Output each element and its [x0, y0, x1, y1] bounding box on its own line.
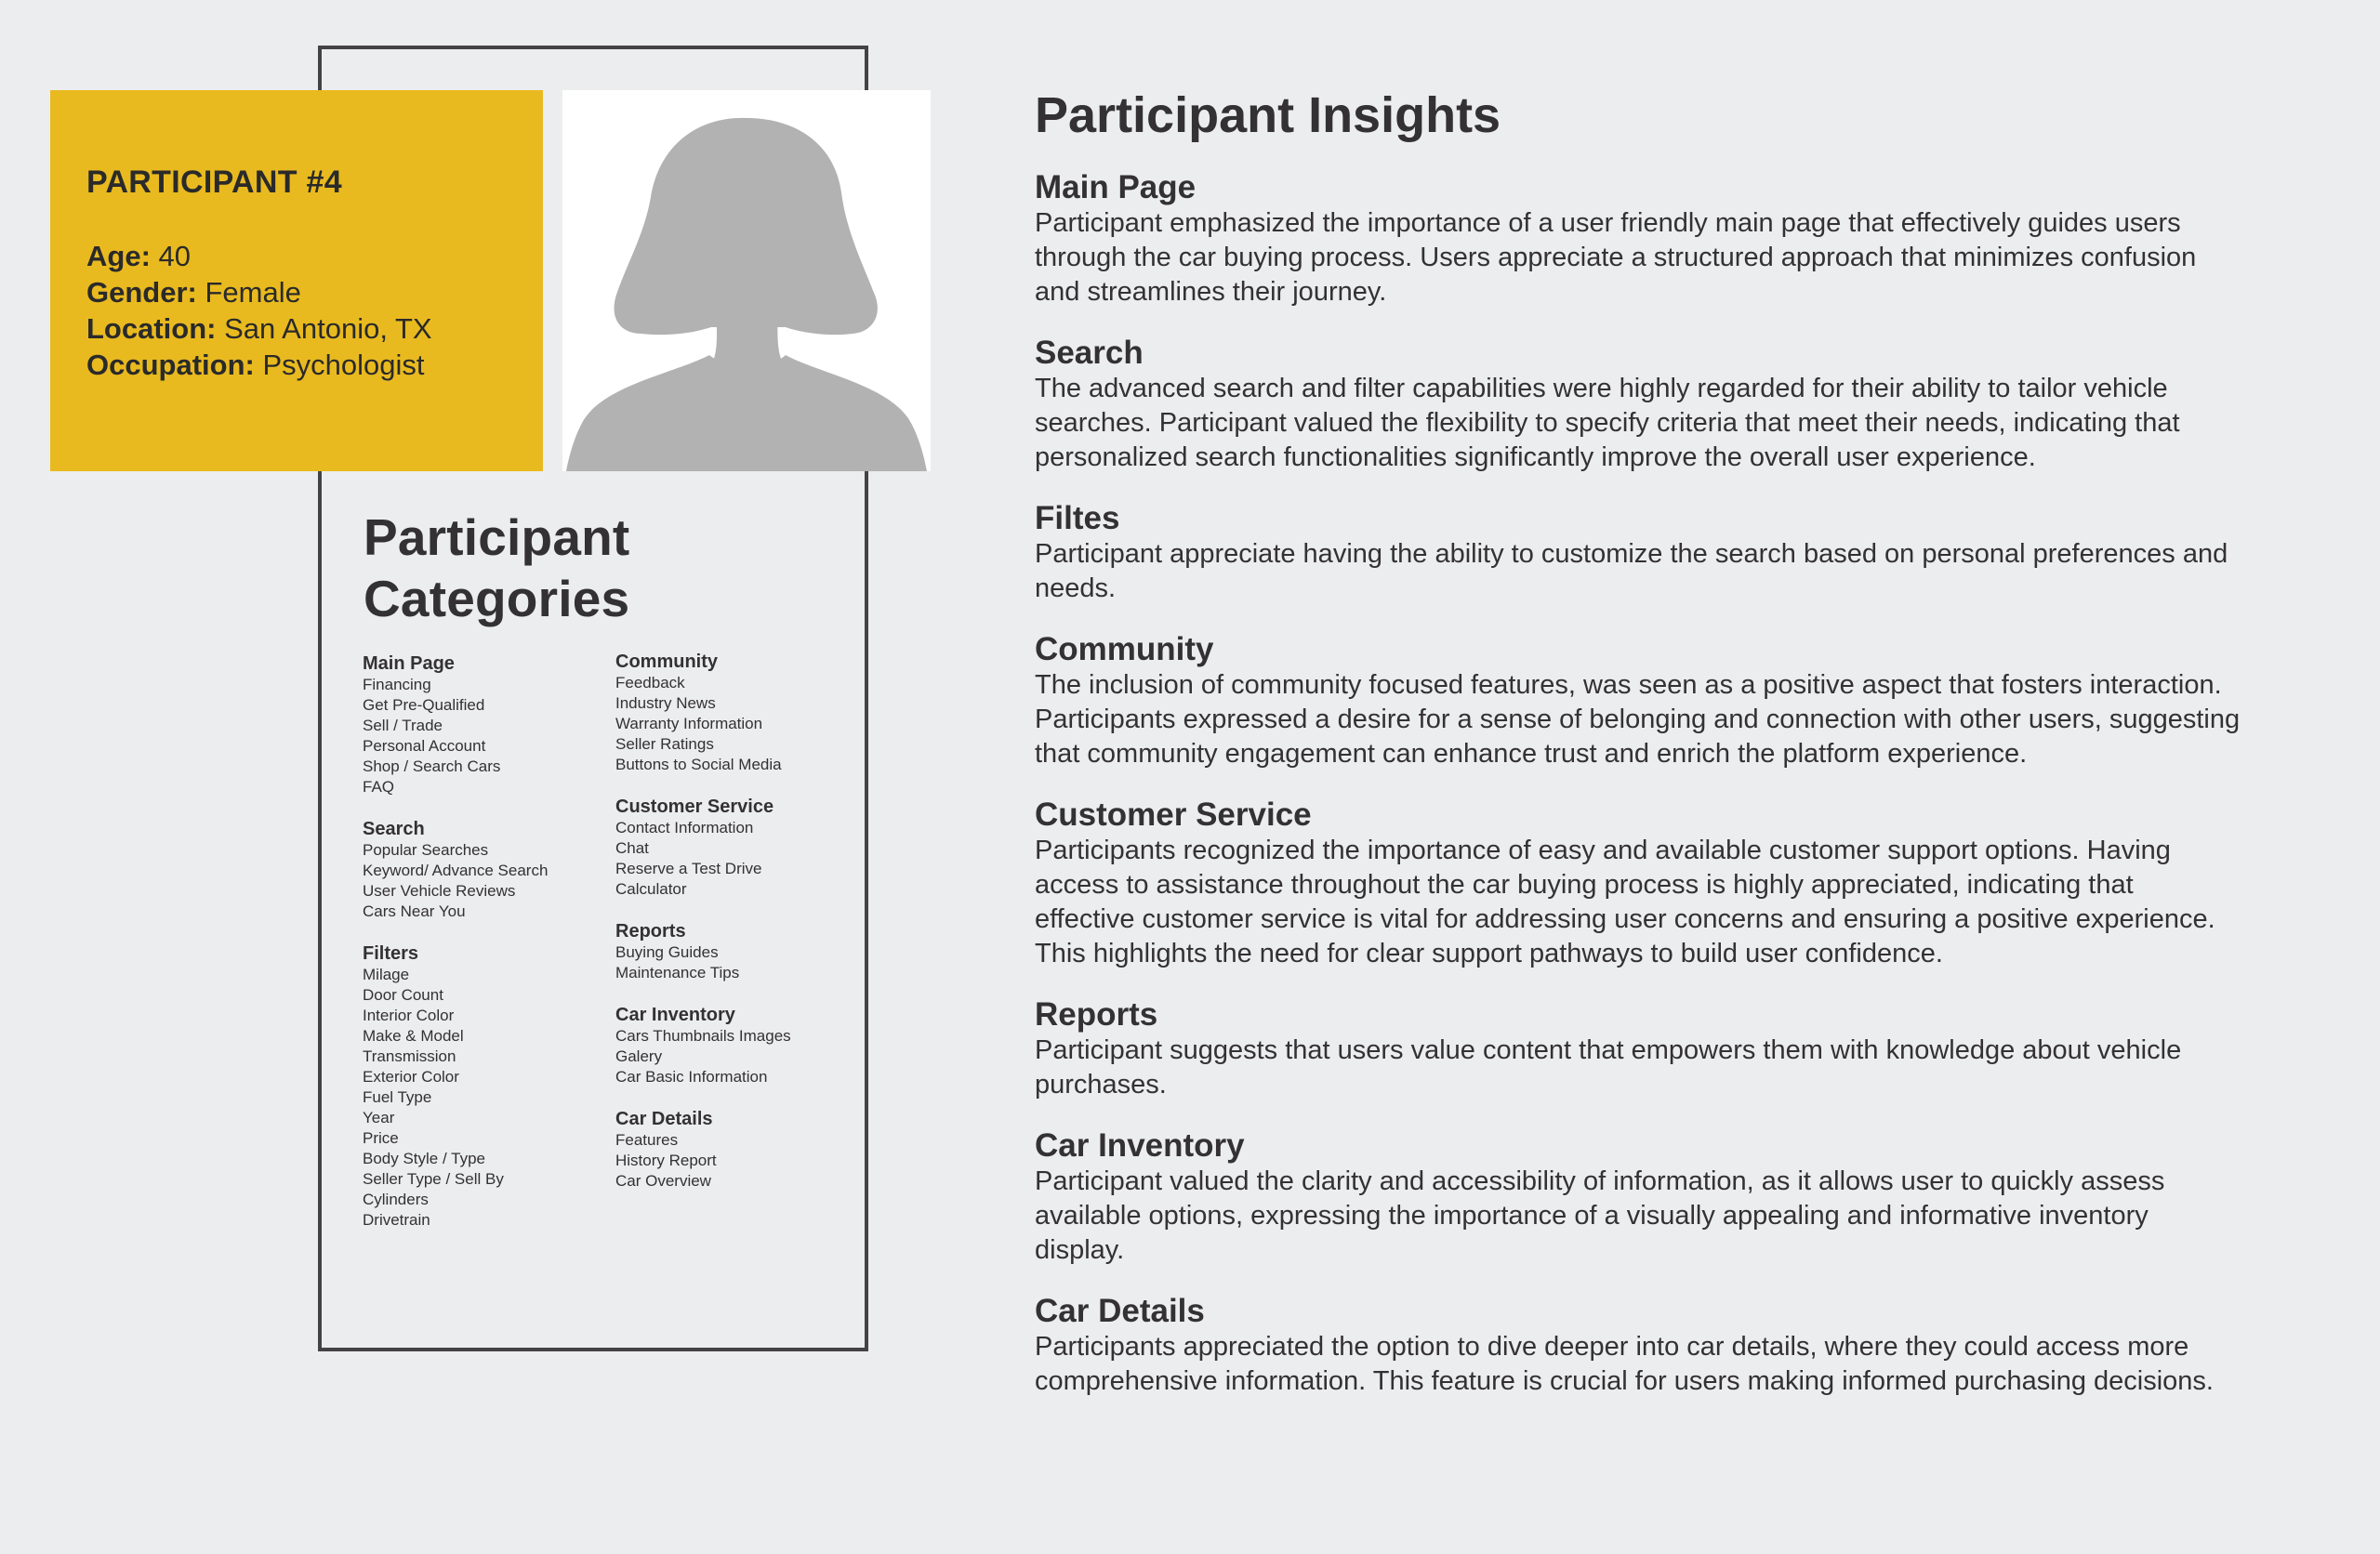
occupation-value: Psychologist — [262, 349, 425, 381]
insight-heading: Search — [1035, 335, 1144, 371]
category-item: Cars Near You — [363, 902, 466, 920]
insight-text-line: Participant emphasized the importance of a user friendly main page that effectively guides users — [1035, 208, 2181, 238]
insight-heading: Car Details — [1035, 1293, 1205, 1329]
occupation-row — [86, 347, 543, 383]
age-row — [86, 238, 543, 274]
category-item: Buying Guides — [615, 943, 719, 961]
insight-text-line: purchases. — [1035, 1070, 1167, 1100]
category-item: Body Style / Type — [363, 1150, 485, 1167]
insight-heading: Main Page — [1035, 169, 1197, 205]
insight-text-line: Participant valued the clarity and accessibility of information, as it allows user to quickly assess — [1035, 1166, 2165, 1196]
category-item: Maintenance Tips — [615, 964, 740, 981]
categories-title-line1: Participant — [364, 508, 630, 566]
insight-section-community — [1035, 631, 2355, 771]
insight-text-line: needs. — [1035, 573, 1117, 603]
gender-label: Gender: — [86, 276, 197, 309]
category-item: Chat — [615, 839, 649, 857]
category-heading: Filters — [363, 943, 419, 964]
participant-card — [50, 90, 543, 471]
category-item: Personal Account — [363, 737, 486, 755]
insight-text-line: through the car buying process. Users appreciate a structured approach that minimizes confusion — [1035, 243, 2197, 272]
gender-row — [86, 274, 543, 310]
insights-sections — [1035, 169, 2355, 1399]
category-item: Price — [363, 1129, 399, 1147]
category-item: Buttons to Social Media — [615, 756, 782, 773]
category-item: Transmission — [363, 1047, 456, 1065]
insight-text-line: personalized search functionalities significantly improve the overall user experience. — [1035, 442, 2036, 472]
category-item: FAQ — [363, 778, 395, 796]
category-item: Interior Color — [363, 1007, 455, 1024]
category-item: Exterior Color — [363, 1068, 459, 1086]
category-item: History Report — [615, 1152, 717, 1169]
insight-text-line: Participants expressed a desire for a sense of belonging and connection with other users, suggesting — [1035, 705, 2241, 734]
categories-right-column — [615, 651, 791, 1212]
category-item: Seller Type / Sell By — [363, 1170, 504, 1188]
category-item: Milage — [363, 966, 410, 983]
category-group-filters — [363, 942, 548, 1231]
category-item: Calculator — [615, 880, 687, 898]
occupation-label: Occupation: — [86, 349, 255, 381]
location-row — [86, 310, 543, 347]
categories-left-column — [363, 652, 548, 1251]
insight-text-line: and streamlines their journey. — [1035, 277, 1387, 307]
location-label: Location: — [86, 312, 217, 345]
category-heading: Customer Service — [615, 797, 774, 817]
category-heading: Reports — [615, 921, 686, 942]
category-item: Seller Ratings — [615, 735, 714, 753]
insight-text-line: This highlights the need for clear support pathways to build user confidence. — [1035, 939, 1943, 968]
insight-heading: Community — [1035, 631, 1214, 667]
insights-title: Participant Insights — [1035, 87, 1501, 143]
category-item: Cars Thumbnails Images — [615, 1027, 791, 1045]
category-heading: Search — [363, 819, 425, 839]
insight-text-line: display. — [1035, 1235, 1125, 1265]
insight-section-reports — [1035, 996, 2355, 1102]
category-item: Industry News — [615, 694, 716, 712]
category-item: Financing — [363, 676, 431, 693]
insight-heading: Customer Service — [1035, 797, 1312, 833]
insight-section-car-details — [1035, 1293, 2355, 1399]
category-item: Feedback — [615, 674, 685, 691]
avatar — [562, 90, 931, 471]
insight-text-line: Participants recognized the importance of easy and available customer support options. Having — [1035, 836, 2171, 865]
insight-text-line: access to assistance throughout the car buying process is highly appreciated, indicating that — [1035, 870, 2134, 900]
category-group-reports — [615, 920, 791, 983]
category-item: Make & Model — [363, 1027, 464, 1045]
category-item: Car Basic Information — [615, 1068, 768, 1086]
gender-value: Female — [205, 276, 301, 309]
age-value: 40 — [158, 240, 191, 272]
categories-title-line2: Categories — [364, 570, 630, 627]
insight-heading: Filtes — [1035, 500, 1120, 536]
category-group-search — [363, 818, 548, 922]
category-item: Sell / Trade — [363, 717, 443, 734]
person-silhouette-icon — [562, 90, 931, 471]
insights-panel — [1035, 82, 2355, 1424]
category-heading: Car Details — [615, 1109, 713, 1129]
category-item: Popular Searches — [363, 841, 489, 859]
category-item: Shop / Search Cars — [363, 757, 501, 775]
category-item: Fuel Type — [363, 1088, 432, 1106]
insight-text-line: available options, expressing the importance of a visually appealing and informative inventory — [1035, 1201, 2149, 1231]
category-group-customer-service — [615, 796, 791, 900]
category-item: Reserve a Test Drive — [615, 860, 762, 877]
insight-text-line: Participants appreciated the option to dive deeper into car details, where they could access more — [1035, 1332, 2189, 1362]
insight-section-search — [1035, 335, 2355, 475]
insight-text-line: The inclusion of community focused features, was seen as a positive aspect that fosters interaction. — [1035, 670, 2222, 700]
insight-text-line: The advanced search and filter capabilities were highly regarded for their ability to tailor vehicle — [1035, 374, 2168, 403]
insight-text-line: effective customer service is vital for addressing user concerns and ensuring a positive experience. — [1035, 904, 2215, 934]
location-value: San Antonio, TX — [224, 312, 432, 345]
category-heading: Car Inventory — [615, 1005, 735, 1025]
category-group-main-page — [363, 652, 548, 797]
insight-text-line: that community engagement can enhance trust and enrich the platform experience. — [1035, 739, 2028, 769]
category-item: User Vehicle Reviews — [363, 882, 516, 900]
category-item: Galery — [615, 1047, 663, 1065]
insight-text-line: Participant appreciate having the ability to customize the search based on personal preferences and — [1035, 539, 2228, 569]
category-item: Door Count — [363, 986, 443, 1004]
age-label: Age: — [86, 240, 151, 272]
insight-section-main-page — [1035, 169, 2355, 309]
insight-text-line: comprehensive information. This feature is crucial for users making informed purchasing decisions. — [1035, 1366, 2214, 1396]
category-group-car-details — [615, 1108, 791, 1192]
category-heading: Main Page — [363, 653, 455, 674]
category-group-community — [615, 651, 791, 775]
category-group-car-inventory — [615, 1004, 791, 1087]
participant-title: PARTICIPANT #4 — [86, 165, 342, 200]
insight-section-customer-service — [1035, 797, 2355, 971]
category-item: Car Overview — [615, 1172, 711, 1190]
insight-heading: Reports — [1035, 996, 1158, 1033]
category-item: Cylinders — [363, 1191, 429, 1208]
category-item: Drivetrain — [363, 1211, 430, 1229]
insight-text-line: searches. Participant valued the flexibility to specify criteria that meet their needs, indicating that — [1035, 408, 2180, 438]
insight-heading: Car Inventory — [1035, 1127, 1245, 1164]
insight-text-line: Participant suggests that users value content that empowers them with knowledge about vehicle — [1035, 1035, 2182, 1065]
category-heading: Community — [615, 652, 718, 672]
insight-section-filtes — [1035, 500, 2355, 606]
category-item: Contact Information — [615, 819, 754, 836]
category-item: Get Pre-Qualified — [363, 696, 485, 714]
category-item: Features — [615, 1131, 679, 1149]
category-item: Year — [363, 1109, 395, 1126]
categories-title — [364, 507, 629, 629]
insight-section-car-inventory — [1035, 1127, 2355, 1268]
category-item: Warranty Information — [615, 715, 763, 732]
category-item: Keyword/ Advance Search — [363, 862, 549, 879]
